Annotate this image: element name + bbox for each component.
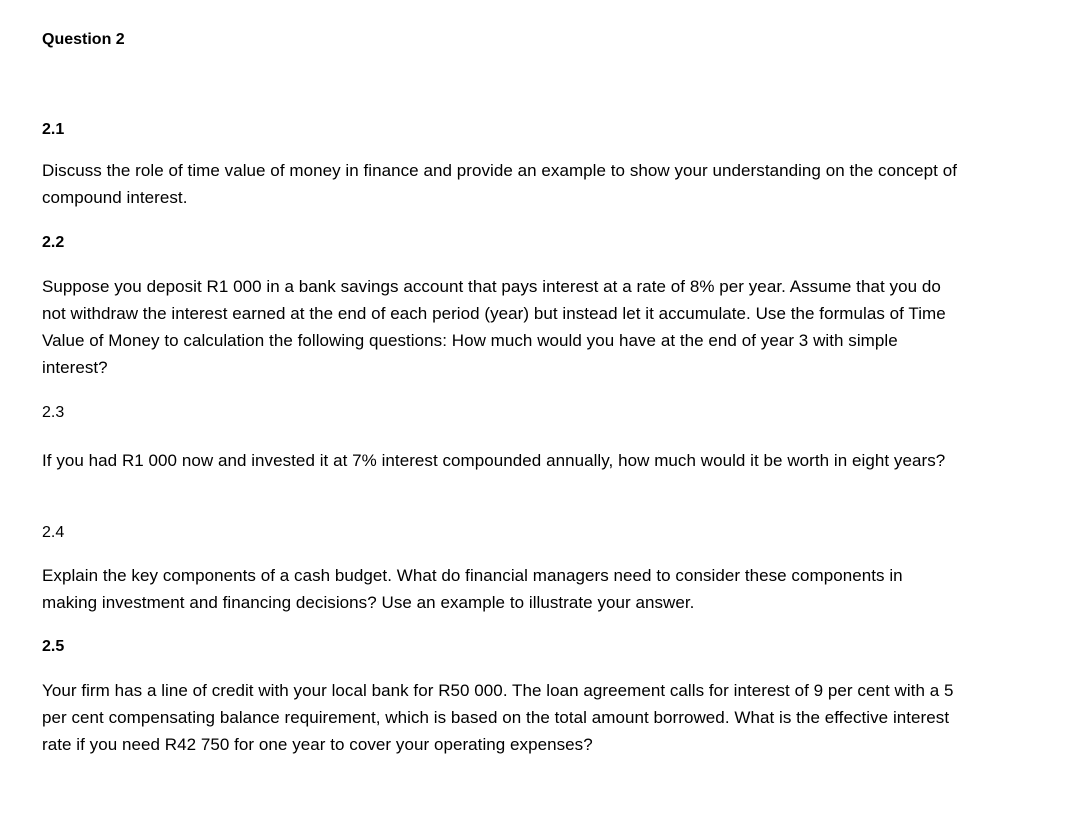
section-number-2-3: 2.3	[42, 404, 65, 421]
section-number-2-5: 2.5	[42, 638, 65, 655]
section-text-2-2: Suppose you deposit R1 000 in a bank savings account that pays interest at a rate of 8% per year. Assume that you do not withdraw the interest earned at the end of each period (year) but instead let it accumulate. Use the formulas of Time Value of Money to calculation the following questions: How much would you have at the end of year 3 with simple interest?	[42, 277, 946, 377]
section-number-2-4: 2.4	[42, 524, 65, 541]
section-number-2-2: 2.2	[42, 234, 65, 251]
section-text-2-5: Your firm has a line of credit with your local bank for R50 000. The loan agreement calls for interest of 9 per cent with a 5 per cent compensating balance requirement, which is based on the total amount borrowed. What is the effective interest rate if you need R42 750 for one year to cover your operating expenses?	[42, 681, 954, 754]
section-text-2-3: If you had R1 000 now and invested it at 7% interest compounded annually, how much would it be worth in eight years?	[42, 451, 946, 470]
section-text-2-1: Discuss the role of time value of money in finance and provide an example to show your understanding on the concept of compound interest.	[42, 161, 957, 207]
question-title: Question 2	[42, 31, 125, 48]
section-number-2-1: 2.1	[42, 121, 65, 138]
section-text-2-4: Explain the key components of a cash budget. What do financial managers need to consider these components in making investment and financing decisions? Use an example to illustrate your answer.	[42, 566, 903, 612]
